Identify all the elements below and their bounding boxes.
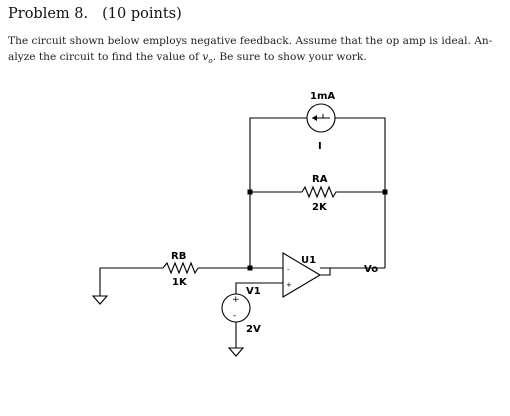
- output-label: Vo: [364, 264, 379, 275]
- output-variable-subscript: o: [208, 57, 213, 66]
- ground-symbol-left: [93, 296, 107, 304]
- voltage-source-name: V1: [246, 286, 261, 297]
- ground-symbol-bottom: [229, 348, 243, 356]
- voltage-source-plus: +: [232, 295, 240, 305]
- output-variable-symbol: v: [202, 51, 209, 63]
- problem-points: (10 points): [102, 6, 182, 22]
- opamp-minus: -: [287, 266, 290, 274]
- resistor-rb-value: 1K: [172, 277, 187, 288]
- resistor-ra-value: 2K: [312, 202, 327, 213]
- problem-number: Problem 8.: [8, 6, 89, 22]
- resistor-ra: [302, 187, 338, 197]
- current-source-value: 1mA: [310, 91, 336, 102]
- opamp-plus: +: [286, 281, 292, 289]
- node-inverting: [248, 266, 253, 271]
- statement-line-1: The circuit shown below employs negative feedback. Assume that the op amp is ideal. An-: [8, 35, 493, 47]
- voltage-source-value: 2V: [246, 324, 261, 335]
- node-right-ra: [383, 190, 388, 195]
- voltage-source-minus: -: [233, 311, 237, 321]
- node-left-ra: [248, 190, 253, 195]
- wire-top-right: [335, 118, 385, 268]
- resistor-rb-name: RB: [171, 251, 187, 262]
- resistor-ra-name: RA: [312, 174, 328, 185]
- resistor-rb: [163, 263, 198, 273]
- current-source-name: I: [318, 141, 322, 152]
- statement-line-2-end: . Be sure to show your work.: [212, 51, 367, 63]
- current-source: [307, 104, 335, 132]
- opamp-name: U1: [301, 255, 317, 266]
- wire-rb-left: [100, 268, 163, 296]
- wire-top-left: [250, 118, 307, 268]
- statement-line-2-start: alyze the circuit to find the value of: [8, 51, 203, 63]
